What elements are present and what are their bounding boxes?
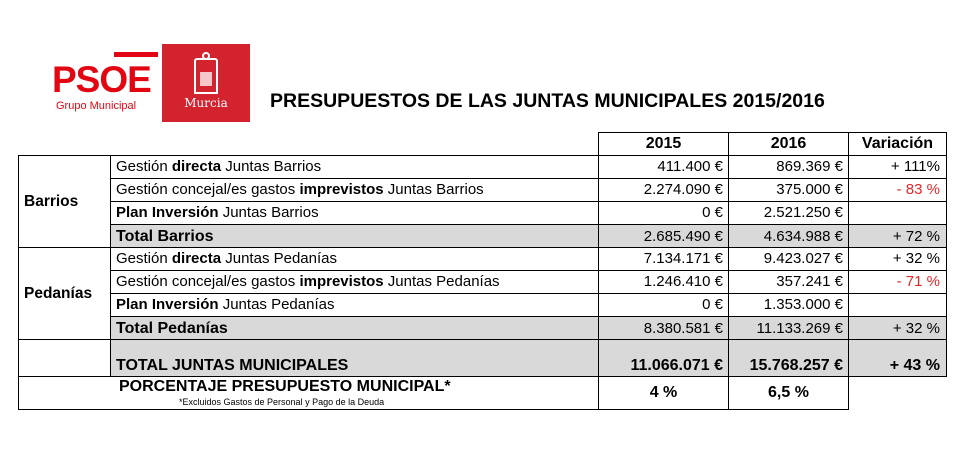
total-variation: + 72 % (849, 225, 947, 248)
variation-value: + 32 % (849, 248, 947, 271)
header-2016: 2016 (729, 133, 849, 156)
row-label: Plan Inversión Juntas Barrios (111, 202, 599, 225)
total-2015: 2.685.490 € (599, 225, 729, 248)
total-2015: 8.380.581 € (599, 317, 729, 340)
header-variation: Variación (849, 133, 947, 156)
total-2016: 4.634.988 € (729, 225, 849, 248)
table-row (19, 294, 947, 317)
variation-value: - 71 % (849, 271, 947, 294)
row-label: Gestión directa Juntas Pedanías (111, 248, 599, 271)
value-2015: 411.400 € (599, 156, 729, 179)
variation-value (849, 294, 947, 317)
value-2015: 1.246.410 € (599, 271, 729, 294)
total-variation: + 32 % (849, 317, 947, 340)
variation-value: - 83 % (849, 179, 947, 202)
castle-icon (194, 58, 218, 94)
budget-table (18, 132, 947, 410)
value-2016: 375.000 € (729, 179, 849, 202)
percentage-row (19, 377, 947, 410)
grand-total-variation: + 43 % (849, 340, 947, 377)
grand-total-row (19, 340, 947, 377)
value-2015: 2.274.090 € (599, 179, 729, 202)
value-2016: 2.521.250 € (729, 202, 849, 225)
table-row (19, 156, 947, 179)
group-label-barrios: Barrios (19, 156, 111, 248)
murcia-logo-text: Murcia (184, 96, 228, 110)
table-row (19, 202, 947, 225)
value-2016: 1.353.000 € (729, 294, 849, 317)
murcia-logo (162, 44, 250, 122)
page-title: PRESUPUESTOS DE LAS JUNTAS MUNICIPALES 2015/2016 (270, 90, 825, 112)
row-label: Plan Inversión Juntas Pedanías (111, 294, 599, 317)
variation-value: + 111% (849, 156, 947, 179)
percentage-footnote: *Excluidos Gastos de Personal y Pago de la Deuda (179, 397, 385, 407)
row-label: Gestión concejal/es gastos imprevistos Juntas Pedanías (111, 271, 599, 294)
value-2016: 357.241 € (729, 271, 849, 294)
percentage-2016: 6,5 % (729, 377, 849, 410)
row-label: Gestión concejal/es gastos imprevistos Juntas Barrios (111, 179, 599, 202)
total-label: Total Pedanías (111, 317, 599, 340)
header-2015: 2015 (599, 133, 729, 156)
value-2016: 9.423.027 € (729, 248, 849, 271)
value-2015: 7.134.171 € (599, 248, 729, 271)
psoe-logo-text: PSOE (52, 59, 151, 100)
total-label: Total Barrios (111, 225, 599, 248)
total-2016: 11.133.269 € (729, 317, 849, 340)
value-2015: 0 € (599, 294, 729, 317)
percentage-label: PORCENTAJE PRESUPUESTO MUNICIPAL* (119, 378, 451, 395)
percentage-2015: 4 % (599, 377, 729, 410)
value-2015: 0 € (599, 202, 729, 225)
variation-value (849, 202, 947, 225)
grand-total-2015: 11.066.071 € (599, 340, 729, 377)
psoe-logo-subtitle: Grupo Municipal (56, 100, 137, 112)
psoe-logo-bar (114, 52, 158, 57)
grand-total-2016: 15.768.257 € (729, 340, 849, 377)
psoe-logo (52, 52, 160, 120)
table-row (19, 248, 947, 271)
header-row (19, 133, 947, 156)
table-row (19, 179, 947, 202)
row-label: Gestión directa Juntas Barrios (111, 156, 599, 179)
grand-total-label: TOTAL JUNTAS MUNICIPALES (111, 340, 599, 377)
table-row (19, 271, 947, 294)
value-2016: 869.369 € (729, 156, 849, 179)
group-label-pedanias: Pedanías (19, 248, 111, 340)
percentage-label-cell (19, 377, 599, 410)
